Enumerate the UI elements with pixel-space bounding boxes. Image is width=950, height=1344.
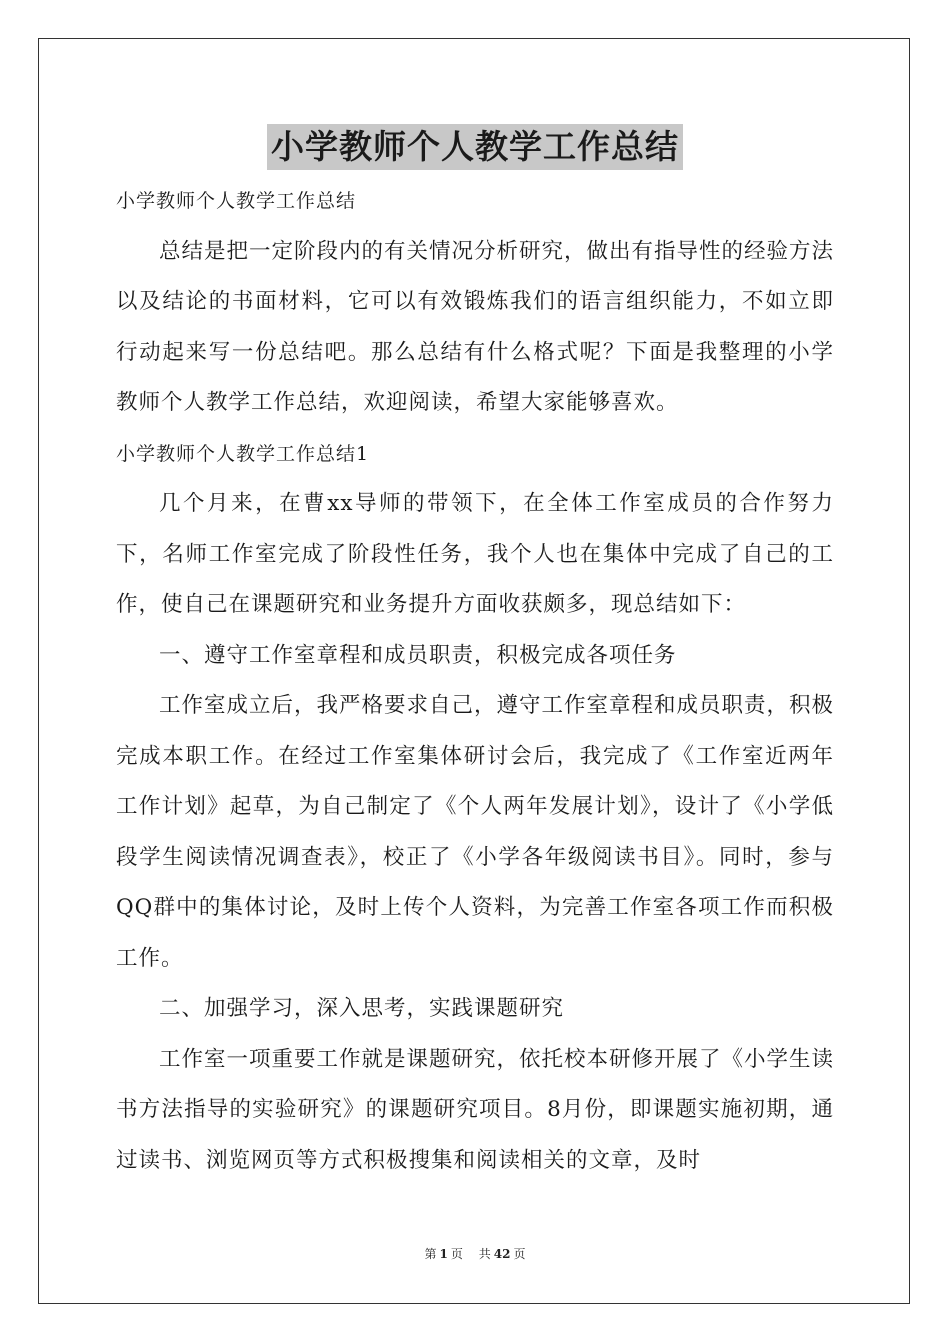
subheading-1: 一、遵守工作室章程和成员职责，积极完成各项任务 bbox=[159, 642, 677, 668]
body-paragraph: 工作室成立后，我严格要求自己，遵守工作室章程和成员职责，积极完成本职工作。在经过工作室集体研讨会后，我完成了《工作室近两年工作计划》起草，为自己制定了《个人两年发展计划》，设计了《小学低段学生阅读情况调查表》，校正了《小学各年级阅读书目》。同时，参与QQ群中的集体讨论，及时上传个人资料，为完善工作室各项工作而积极工作。 bbox=[116, 693, 835, 971]
body-paragraph: 工作室一项重要工作就是课题研究，依托校本研修开展了《小学生读书方法指导的实验研究》的课题研究项目。8月份，即课题实施初期，通过读书、浏览网页等方式积极搜集和阅读相关的文章，及时 bbox=[116, 1046, 835, 1173]
subtitle-line: 小学教师个人教学工作总结 bbox=[116, 190, 357, 212]
subheading-2: 二、加强学习，深入思考，实践课题研究 bbox=[159, 996, 565, 1021]
intro-paragraph: 总结是把一定阶段内的有关情况分析研究，做出有指导性的经验方法以及结论的书面材料，它可以有效锻炼我们的语言组织能力，不如立即行动起来写一份总结吧。那么总结有什么格式呢？下面是我整理的小学教师个人教学工作总结，欢迎阅读，希望大家能够喜欢。 bbox=[116, 238, 835, 415]
document-body bbox=[116, 176, 834, 1186]
title-container bbox=[0, 124, 950, 170]
document-title: 小学教师个人教学工作总结 bbox=[267, 124, 683, 170]
section-title-1: 小学教师个人教学工作总结1 bbox=[116, 442, 370, 465]
body-paragraph: 几个月来，在曹xx导师的带领下，在全体工作室成员的合作努力下，名师工作室完成了阶段性任务，我个人也在集体中完成了自己的工作，使自己在课题研究和业务提升方面收获颇多，现总结如下： bbox=[116, 491, 834, 617]
page-number: 第 1 页 bbox=[424, 1247, 463, 1261]
page-footer bbox=[0, 1245, 950, 1262]
total-pages: 共 42 页 bbox=[478, 1247, 526, 1261]
